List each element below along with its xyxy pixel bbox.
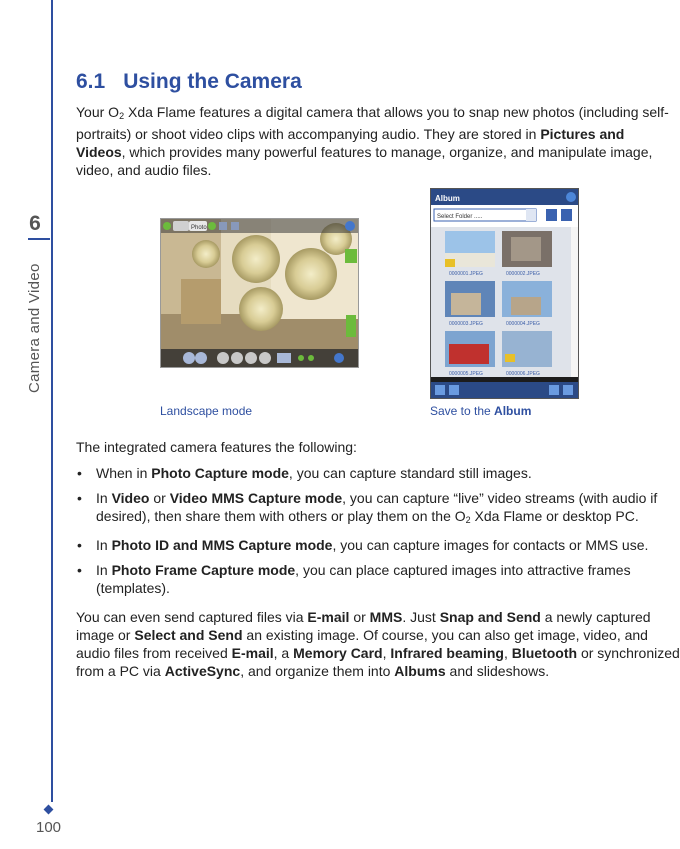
intro-bold-pictures-videos: Pictures and Videos <box>76 126 625 160</box>
list-text: Xda Flame or desktop PC. <box>470 508 639 524</box>
list-bold: Video MMS Capture mode <box>169 490 343 506</box>
list-bold: Photo Capture mode <box>151 465 289 481</box>
thumb-label: 0000004.JPEG <box>506 321 540 327</box>
album-caption-bold: Album <box>494 404 532 418</box>
intro-text-1: Your O <box>76 104 120 120</box>
album-folder-select: Select Folder ..... <box>437 214 483 220</box>
outro-bold: E-mail <box>231 645 274 661</box>
album-caption <box>430 404 531 418</box>
thumb-label: 0000005.JPEG <box>449 371 483 377</box>
list-bold: Video <box>111 490 150 506</box>
album-window <box>431 189 578 398</box>
thumb-label: 0000006.JPEG <box>506 371 540 377</box>
outro-bold: Snap and Send <box>439 609 541 625</box>
outro-bold: MMS <box>369 609 403 625</box>
intro-text-3: , which provides many powerful features to manage, organize, and manipulate image, video, and audio files. <box>76 144 653 178</box>
chapter-tick <box>28 238 50 240</box>
album-title: Album <box>435 194 460 203</box>
outro-text: , <box>382 645 391 661</box>
features-section <box>76 438 680 680</box>
outro-bold: Memory Card <box>293 645 383 661</box>
album-caption-text: Save to the <box>430 404 495 418</box>
chapter-number: 6 <box>29 212 41 235</box>
intro-text-2: Xda Flame features a digital camera that allows you to snap new photos (including self-portraits) or shoot video clips with accompanying audio. They are stored in <box>76 104 669 142</box>
section-heading <box>76 70 676 94</box>
figures <box>76 185 676 425</box>
list-text: In <box>96 490 112 506</box>
features-list <box>76 464 680 597</box>
list-item <box>76 489 680 529</box>
list-text: When in <box>96 465 152 481</box>
intro-subscript: 2 <box>119 111 125 121</box>
camera-mode-label: Photo <box>191 225 207 231</box>
section-title: Using the Camera <box>123 70 302 93</box>
outro-text: . Just <box>402 609 440 625</box>
list-text: In <box>96 537 112 553</box>
outro-bold: Select and Send <box>134 627 243 643</box>
outro-text: , <box>503 645 512 661</box>
thumb-label: 0000003.JPEG <box>449 321 483 327</box>
intro-paragraph <box>76 103 676 179</box>
outro-bold: E-mail <box>307 609 350 625</box>
outro-paragraph <box>76 608 680 680</box>
list-bold: Photo ID and MMS Capture mode <box>111 537 333 553</box>
section-number: 6.1 <box>76 70 106 93</box>
outro-text: or synchronized from a PC via <box>76 645 680 679</box>
outro-text: or <box>349 609 370 625</box>
list-item <box>76 464 680 482</box>
thumb-label: 0000001.JPEG <box>449 271 483 277</box>
list-text: , you can capture “live” video streams (with audio if desired), then share them with others or play them on the O <box>96 490 658 524</box>
outro-bold: ActiveSync <box>164 663 241 679</box>
outro-text: You can even send captured files via <box>76 609 308 625</box>
margin-rule <box>51 0 53 802</box>
list-text: or <box>149 490 170 506</box>
section-body <box>76 70 676 179</box>
list-text: In <box>96 562 112 578</box>
outro-text: a newly captured image or <box>76 609 651 643</box>
outro-text: , a <box>273 645 294 661</box>
landscape-camera-screenshot <box>160 218 359 368</box>
features-lead: The integrated camera features the following: <box>76 439 357 455</box>
outro-text: and slideshows. <box>445 663 550 679</box>
list-text: , you can place captured images into attractive frames (templates). <box>96 562 631 596</box>
outro-bold: Infrared beaming <box>390 645 504 661</box>
outro-bold: Bluetooth <box>511 645 578 661</box>
landscape-caption: Landscape mode <box>160 404 253 418</box>
list-item <box>76 561 680 597</box>
page-marker-icon <box>44 805 54 815</box>
outro-bold: Albums <box>394 663 446 679</box>
list-text: , you can capture images for contacts or MMS use. <box>332 537 649 553</box>
outro-text: an existing image. Of course, you can also get image, video, and audio files from received <box>76 627 648 661</box>
list-item <box>76 536 680 554</box>
album-screenshot <box>430 188 579 399</box>
thumb-label: 0000002.JPEG <box>506 271 540 277</box>
page-number: 100 <box>36 819 62 836</box>
outro-text: , and organize them into <box>240 663 395 679</box>
list-text: , you can capture standard still images. <box>288 465 532 481</box>
camera-viewfinder <box>161 219 358 367</box>
chapter-label: Camera and Video <box>26 263 43 393</box>
list-subscript: 2 <box>465 515 471 525</box>
list-bold: Photo Frame Capture mode <box>111 562 296 578</box>
